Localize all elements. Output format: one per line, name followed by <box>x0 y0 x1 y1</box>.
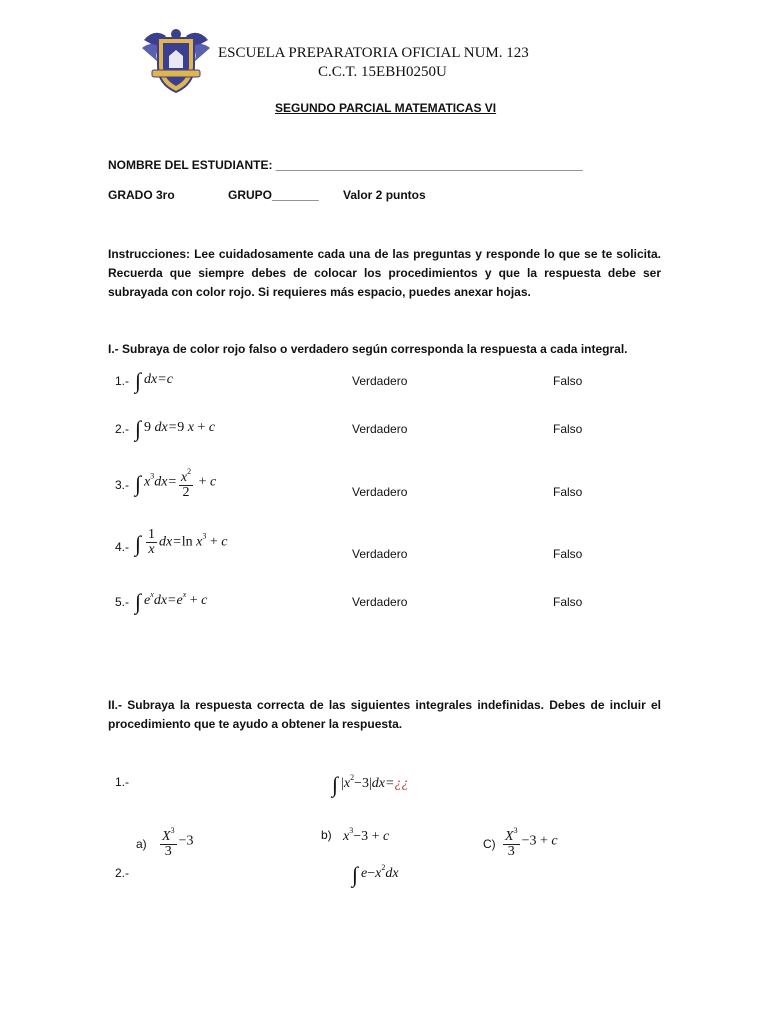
option-a-label[interactable]: a) <box>136 837 147 851</box>
school-name: ESCUELA PREPARATORIA OFICIAL NUM. 123 <box>218 45 529 61</box>
integral-sign: ∫ <box>135 416 142 441</box>
integral-expression: ∫ $\frac{1}{x}$ dx=ln $x^3 + c$ <box>135 527 228 557</box>
false-option[interactable]: Falso <box>553 374 583 388</box>
item-number: 5.- <box>115 595 130 609</box>
group-field: GRUPO_______ <box>228 188 319 202</box>
option-b-expression[interactable]: $x^3-3 + c$ <box>343 826 390 844</box>
points-value: Valor 2 puntos <box>343 188 426 202</box>
option-c-label[interactable]: C) <box>483 837 496 851</box>
section1-title: I.- Subraya de color rojo falso o verdadero según corresponda la respuesta a cada integral. <box>108 342 628 356</box>
true-option[interactable]: Verdadero <box>352 595 408 609</box>
grade-label: GRADO 3ro <box>108 188 175 202</box>
option-b-label[interactable]: b) <box>321 828 332 842</box>
integral-expression: ∫ $e-x^2dx$ <box>352 862 399 887</box>
question-number: 2.- <box>115 866 130 880</box>
cct-code: C.C.T. 15EBH0250U <box>318 64 447 80</box>
false-option[interactable]: Falso <box>553 595 583 609</box>
integral-expression: ∫ $x^3dx=$ $\frac{x^2}{2}$ + c <box>135 467 217 500</box>
true-option[interactable]: Verdadero <box>352 374 408 388</box>
false-option[interactable]: Falso <box>553 547 583 561</box>
option-c-expression[interactable]: $\frac{X^3}{3}$ −3 + c <box>505 826 558 859</box>
instructions: Instrucciones: Lee cuidadosamente cada una de las preguntas y responde lo que se te solicita. Recuerda que siempre debes de colocar los procedimientos y que la respuesta debe ser subrayada con color rojo. Si requieres más espacio, puedes anexar hojas. <box>108 247 661 299</box>
question-number: 1.- <box>115 775 130 789</box>
item-number: 2.- <box>115 422 130 436</box>
integral-expression: ∫ 9 dx=9 x + c <box>135 416 216 441</box>
false-option[interactable]: Falso <box>553 485 583 499</box>
true-option[interactable]: Verdadero <box>352 485 408 499</box>
true-option[interactable]: Verdadero <box>352 547 408 561</box>
item-number: 3.- <box>115 478 130 492</box>
true-option[interactable]: Verdadero <box>352 422 408 436</box>
false-option[interactable]: Falso <box>553 422 583 436</box>
integral-expression: ∫ $|x^2-3|dx=¿¿$ <box>332 772 409 797</box>
integral-sign: ∫ <box>135 530 142 556</box>
school-logo <box>140 26 212 94</box>
integral-sign: ∫ <box>135 589 142 614</box>
integral-expression: ∫ dx=c <box>135 368 173 393</box>
integral-sign: ∫ <box>135 368 142 393</box>
red-glyph: ¿¿ <box>394 776 409 791</box>
item-number: 4.- <box>115 540 130 554</box>
item-number: 1.- <box>115 374 130 388</box>
exam-title: SEGUNDO PARCIAL MATEMATICAS VI <box>275 101 497 115</box>
integral-sign: ∫ <box>135 470 142 496</box>
section2-title: II.- Subraya la respuesta correcta de las siguientes integrales indefinidas. Debes de incluir el procedimiento que te ayudo a obtener la respuesta. <box>108 698 661 731</box>
integral-expression: ∫ $e^xdx=e^x + c$ <box>135 589 208 614</box>
student-name-field: NOMBRE DEL ESTUDIANTE: ______________________________________________ <box>108 158 583 172</box>
integral-sign: ∫ <box>352 862 359 887</box>
integral-sign: ∫ <box>332 772 339 797</box>
option-a-expression[interactable]: $\frac{X^3}{3}$ −3 <box>162 826 194 859</box>
